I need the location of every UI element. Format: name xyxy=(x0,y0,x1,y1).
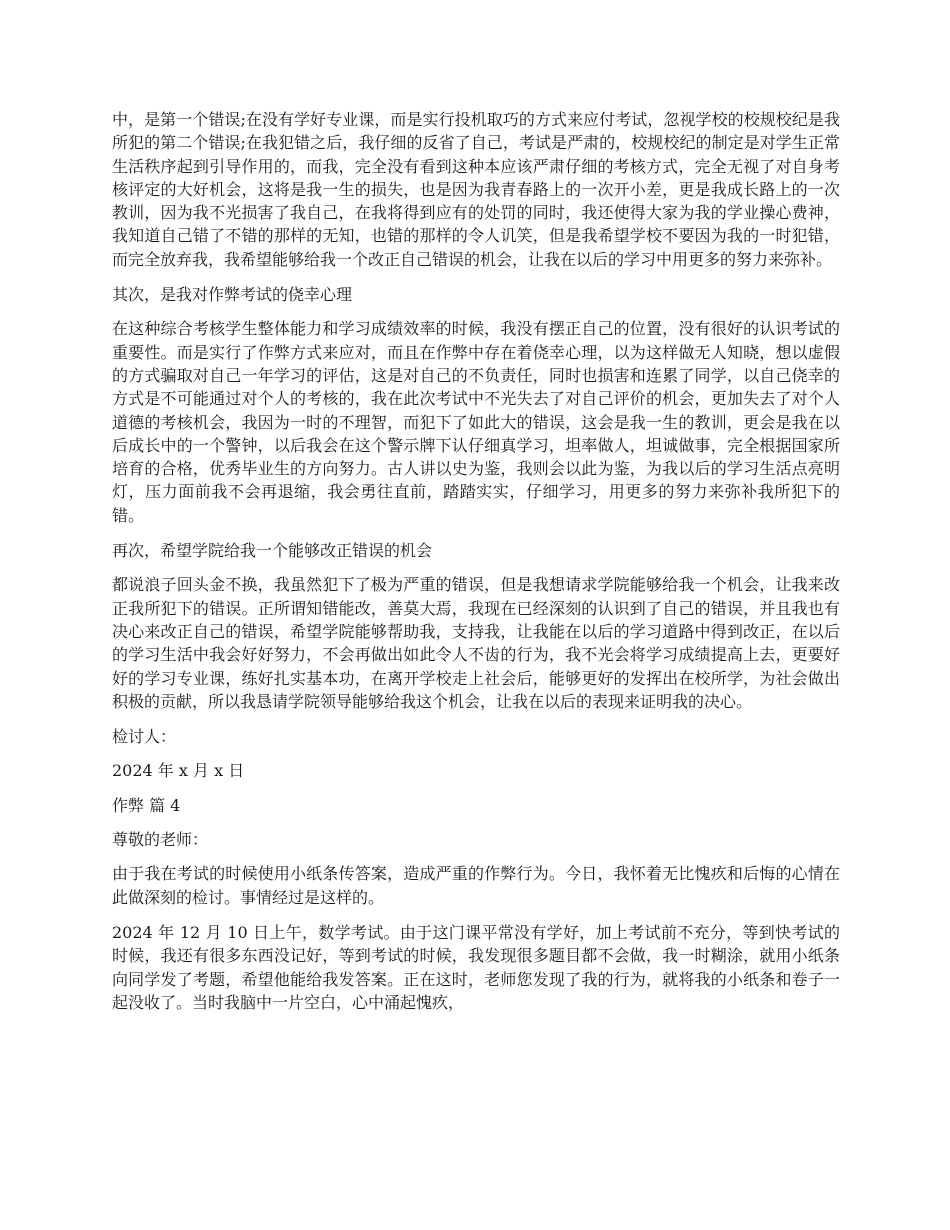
paragraph-3: 都说浪子回头金不换，我虽然犯下了极为严重的错误，但是我想请求学院能够给我一个机会，让我来改正我所犯下的错误。正所谓知错能改，善莫大焉，我现在已经深刻的认识到了自己的错误，并且我也有决心来改正自己的错误，希望学院能够帮助我，支持我，让我能在以后的学习道路中得到改正，在以后的学习生活中我会好好努力，不会再做出如此令人不齿的行为，我不光会将学习成绩提高上去，更要好好的学习专业课，练好扎实基本功，在离开学校走上社会后，能够更好的发挥出在校所学，为社会做出积极的贡献，所以我恳请学院领导能够给我这个机会，让我在以后的表现来证明我的决心。 xyxy=(112,575,840,711)
date-line: 2024 年 x 月 x 日 xyxy=(112,761,245,781)
section-heading-second: 其次，是我对作弊考试的侥幸心理 xyxy=(112,285,353,305)
paragraph-4: 由于我在考试的时候使用小纸条传答案，造成严重的作弊行为。今日，我怀着无比愧疚和后悔的心情在此做深刻的检讨。事情经过是这样的。 xyxy=(112,864,840,907)
paragraph-5: 2024 年 12 月 10 日上午，数学考试。由于这门课平常没有学好，加上考试前不充分，等到快考试的时候，我还有很多东西没记好，等到考试的时候，我发现很多题目都不会做，我一时糊涂，就用小纸条向同学发了考题，希望他能给我发答案。正在这时，老师您发现了我的行为，就将我的小纸条和卷子一起没收了。当时我脑中一片空白，心中涌起愧疚， xyxy=(112,922,840,1012)
paragraph-2: 在这种综合考核学生整体能力和学习成绩效率的时候，我没有摆正自己的位置，没有很好的认识考试的重要性。而是实行了作弊方式来应对，而且在作弊中存在着侥幸心理，以为这样做无人知晓，想以虚假的方式骗取对自己一年学习的评估，这是对自己的不负责任，同时也损害和连累了同学，以自己侥幸的方式是不可能通过对个人的考核的，我在此次考试中不光失去了对自己评价的机会，更加失去了对个人道德的考核机会，我因为一时的不理智，而犯下了如此大的错误，这会是我一生的教训，更会是我在以后成长中的一个警钟，以后我会在这个警示牌下认仔细真学习，坦率做人，坦诚做事，完全根据国家所培育的合格，优秀毕业生的方向努力。古人讲以史为鉴，我则会以此为鉴，为我以后的学习生活点亮明灯，压力面前我不会再退缩，我会勇往直前，踏踏实实，仔细学习，用更多的努力来弥补我所犯下的错。 xyxy=(112,319,840,525)
signature-label: 检讨人： xyxy=(112,727,177,747)
article-title: 作弊 篇 4 xyxy=(112,795,181,815)
section-heading-third: 再次，希望学院给我一个能够改正错误的机会 xyxy=(112,541,433,561)
paragraph-1: 中，是第一个错误;在没有学好专业课，而是实行投机取巧的方式来应付考试，忽视学校的校规校纪是我所犯的第二个错误;在我犯错之后，我仔细的反省了自己，考试是严肃的，校规校纪的制定是对学生正常生活秩序起到引导作用的，而我，完全没有看到这种本应该严肃仔细的考核方式，完全无视了对自身考核评定的大好机会，这将是我一生的损失，也是因为我青春路上的一次开小差，更是我成长路上的一次教训，因为我不光损害了我自己，在我将得到应有的处罚的同时，我还使得大家为我的学业操心费神，我知道自己错了不错的那样的无知，也错的那样的令人讥笑，但是我希望学校不要因为我的一时犯错，而完全放弃我，我希望能够给我一个改正自己错误的机会，让我在以后的学习中用更多的努力来弥补。 xyxy=(112,110,840,269)
salutation: 尊敬的老师： xyxy=(112,830,209,850)
document-body xyxy=(112,108,840,1026)
